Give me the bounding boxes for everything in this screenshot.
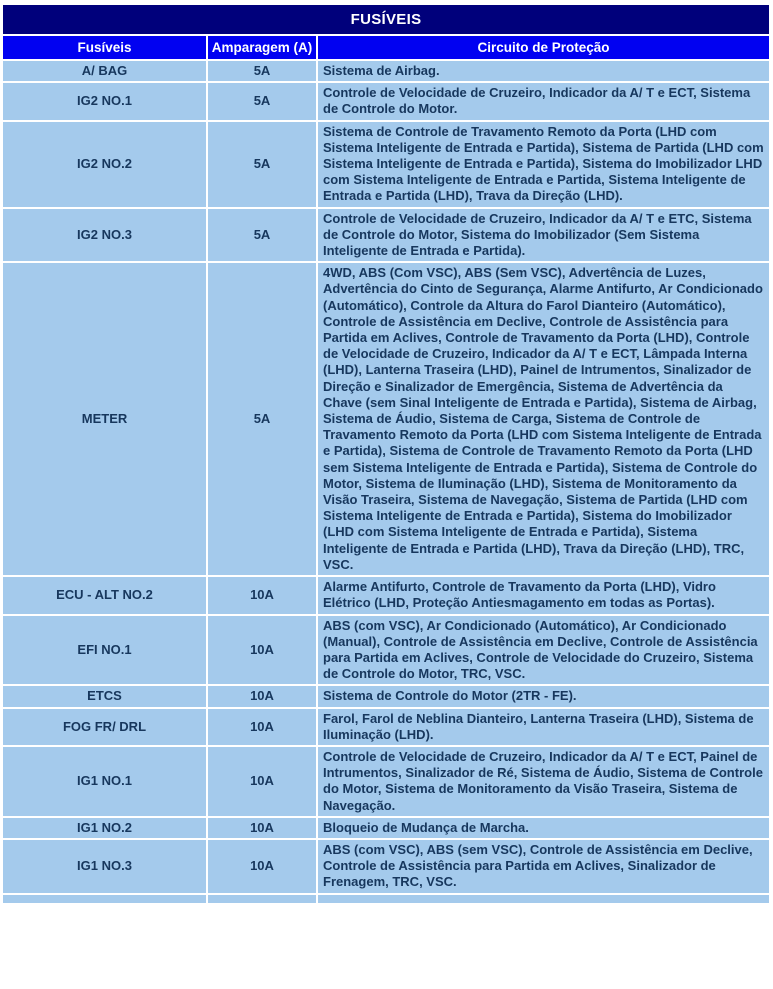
circuit-cell [318, 263, 769, 575]
table-row [3, 686, 769, 706]
table-row [3, 61, 769, 81]
table-row [3, 616, 769, 685]
amperage-cell: 10A [208, 616, 316, 685]
fuse-name-cell: ETCS [3, 686, 206, 706]
circuit-cell [318, 616, 769, 685]
circuit-text: Controle de Velocidade de Cruzeiro, Indicador da A/ T e ETC, Sistema de Controle do Motor, Sistema do Imobilizador (Sem Sistema Inteligente de Entrada e Partida). [323, 210, 752, 259]
amperage-cell: 10A [208, 840, 316, 893]
circuit-cell [318, 840, 769, 893]
fuse-name-cell: IG1 NO.3 [3, 840, 206, 893]
fuse-name-cell: IG2 NO.3 [3, 209, 206, 262]
amperage-cell: 10A [208, 818, 316, 838]
table-row [3, 747, 769, 816]
table-row [3, 818, 769, 838]
circuit-cell [318, 818, 769, 838]
circuit-text: ABS (com VSC), Ar Condicionado (Automático), Ar Condicionado (Manual), Controle de Assistência em Declive, Controle de Assistência para Partida em Aclives, Controle de Velocidade do Cruzeiro, Sistema de Controle do Motor, TRC, VSC. [323, 617, 758, 682]
amperage-cell: 10A [208, 686, 316, 706]
column-header-amperage: Amparagem (A) [208, 36, 316, 59]
fuse-name-cell: FOG FR/ DRL [3, 709, 206, 745]
table-header-row [3, 36, 769, 59]
fuse-name-cell: IG2 NO.2 [3, 122, 206, 207]
circuit-text: Sistema de Controle do Motor (2TR - FE). [323, 688, 577, 704]
table-title: FUSÍVEIS [3, 5, 769, 34]
circuit-text: ABS (com VSC), ABS (sem VSC), Controle de Assistência em Declive, Controle de Assistência para Partida em Aclives, Sinalizador de Frenagem, TRC, VSC. [323, 841, 753, 890]
table-row [3, 840, 769, 893]
fuse-name-cell: METER [3, 263, 206, 575]
circuit-text: Bloqueio de Mudança de Marcha. [323, 819, 529, 835]
fuse-name-cell: IG1 NO.2 [3, 818, 206, 838]
fuse-name-cell: IG2 NO.1 [3, 83, 206, 119]
circuit-text: Controle de Velocidade de Cruzeiro, Indicador da A/ T e ECT, Painel de Intrumentos, Sinalizador de Ré, Sistema de Áudio, Sistema de Controle do Motor, Sistema de Monitoramento da Visão Traseira, Sistema de Navegação. [323, 748, 763, 813]
table-row [3, 122, 769, 207]
circuit-text: Alarme Antifurto, Controle de Travamento da Porta (LHD), Vidro Elétrico (LHD, Proteção Antiesmagamento em todas as Portas). [323, 579, 716, 611]
circuit-cell [318, 747, 769, 816]
table-row [3, 83, 769, 119]
table-row [3, 263, 769, 575]
circuit-text: 4WD, ABS (Com VSC), ABS (Sem VSC), Advertência de Luzes, Advertência do Cinto de Segurança, Alarme Antifurto, Ar Condicionado (Automático), Controle da Altura do Farol Dianteiro (Automático), Controle de Assistência em Declive, Controle de Assistência para Partida em Aclives, Controle de Travamento da Porta (LHD), Controle de Velocidade de Cruzeiro, Indicador da A/ T e ECT, Lâmpada Interna (LHD), Lanterna Traseira (LHD), Painel de Intrumentos, Sinalizador de Direção e Sinalizador de Emergência, Sistema de Advertência da Chave (sem Sinal Inteligente de Entrada e Partida), Sistema de Airbag, Sistema de Áudio, Sistema de Carga, Sistema de Controle de Travamento Remoto da Porta (LHD com Sistema Inteligente de Entrada e Partida), Sistema de Controle de Travamento Remoto da Porta (LHD sem Sistema Inteligente de Entrada e Partida), Sistema de Controle do Motor, Sistema de Iluminação (LHD), Sistema de Monitoramento da Visão Traseira, Sistema de Navegação, Sistema de Partida (LHD com Sistema Inteligente de Entrada e Partida), Sistema do Imobilizador (LHD com Sistema Inteligente de Entrada e Partida), Sistema Inteligente de Entrada e Partida (LHD), Trava da Direção (LHD), TRC, VSC. [323, 265, 763, 572]
fuse-table-body [3, 61, 769, 903]
circuit-cell [318, 709, 769, 745]
fuse-name-cell: EFI NO.1 [3, 616, 206, 685]
fuse-name-cell: ECU - ALT NO.2 [3, 577, 206, 613]
circuit-text: Sistema de Controle de Travamento Remoto da Porta (LHD com Sistema Inteligente de Entrada e Partida), Sistema de Partida (LHD com Sistema Inteligente de Entrada e Partida), Sistema do Imobilizador LHD com Sistema Inteligente de Entrada e Partida, Sistema Inteligente de Entrada e Partida (LHD), Trava da Direção (LHD). [323, 123, 764, 204]
amperage-cell: 10A [208, 709, 316, 745]
circuit-cell [318, 686, 769, 706]
amperage-cell: 5A [208, 263, 316, 575]
circuit-cell [318, 61, 769, 81]
table-title-row [3, 5, 769, 34]
circuit-cell [318, 577, 769, 613]
amperage-cell: 5A [208, 83, 316, 119]
circuit-text: Sistema de Airbag. [323, 63, 440, 78]
table-row [3, 209, 769, 262]
circuit-text: Controle de Velocidade de Cruzeiro, Indicador da A/ T e ECT, Sistema de Controle do Motor. [323, 85, 751, 117]
partial-row-sliver [3, 895, 769, 903]
fuse-name-cell: A/ BAG [3, 61, 206, 81]
circuit-cell [318, 209, 769, 262]
fuse-name-cell: IG1 NO.1 [3, 747, 206, 816]
amperage-cell: 5A [208, 209, 316, 262]
amperage-cell: 10A [208, 747, 316, 816]
circuit-text: Farol, Farol de Neblina Dianteiro, Lanterna Traseira (LHD), Sistema de Iluminação (LHD). [323, 710, 754, 742]
amperage-cell: 5A [208, 122, 316, 207]
circuit-cell [318, 122, 769, 207]
column-header-fuse: Fusíveis [3, 36, 206, 59]
column-header-circuit: Circuito de Proteção [318, 36, 769, 59]
fuse-table [1, 3, 771, 905]
table-row [3, 577, 769, 613]
amperage-cell: 5A [208, 61, 316, 81]
amperage-cell: 10A [208, 577, 316, 613]
circuit-cell [318, 83, 769, 119]
table-row [3, 709, 769, 745]
